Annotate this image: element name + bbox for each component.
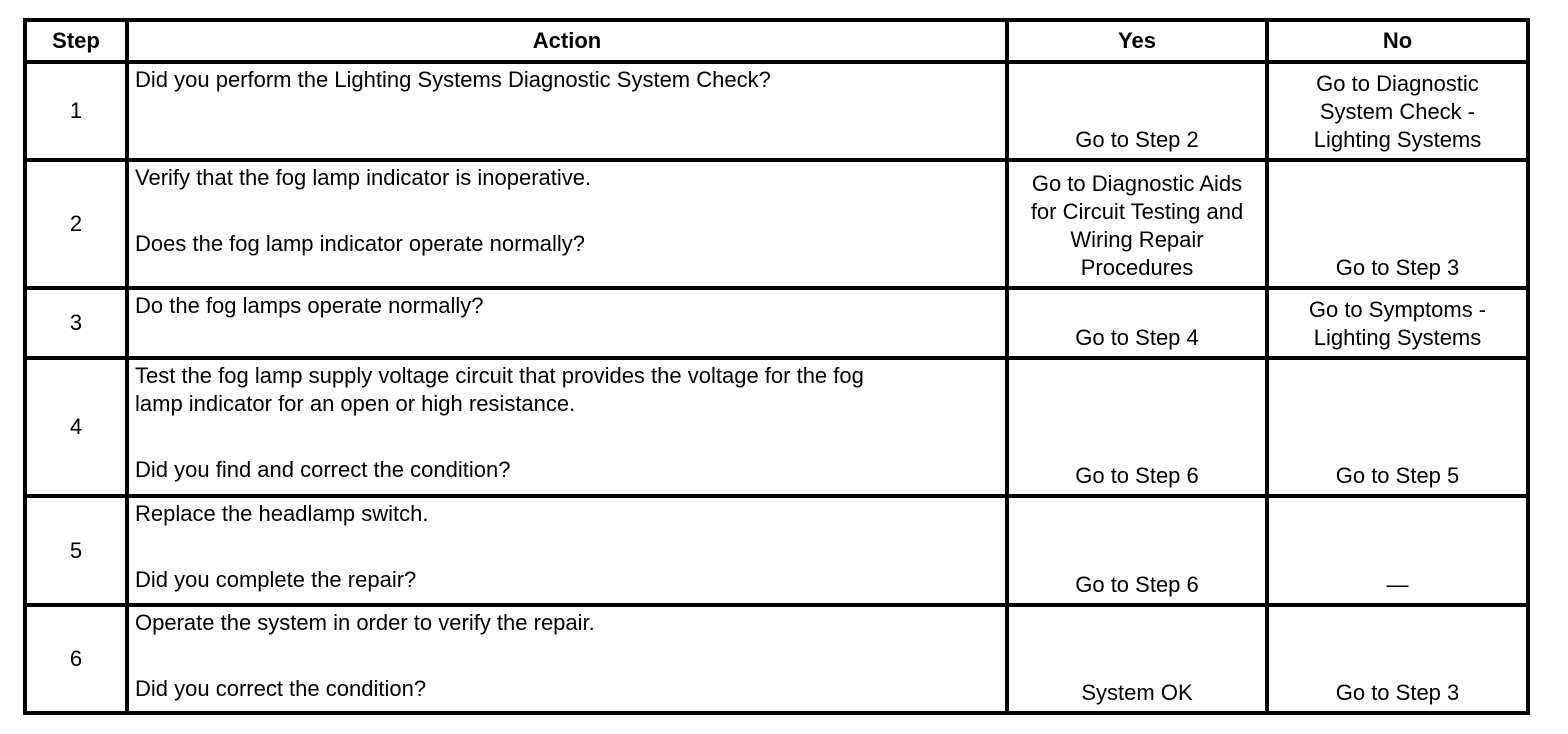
header-step: Step bbox=[25, 20, 127, 62]
yes-text: Go to Step 6 bbox=[1075, 572, 1199, 597]
yes-text: for Circuit Testing and bbox=[1030, 199, 1244, 224]
no-text: Go to Step 3 bbox=[1335, 680, 1460, 705]
action-text: Verify that the fog lamp indicator is inoperative. bbox=[135, 165, 592, 190]
action-text: Test the fog lamp supply voltage circuit that provides the voltage for the fog bbox=[135, 363, 864, 388]
no-cell bbox=[1267, 496, 1528, 605]
action-text: Did you perform the Lighting Systems Diagnostic System Check? bbox=[135, 67, 771, 92]
diagnostic-table bbox=[23, 18, 1530, 715]
table-row bbox=[25, 62, 1528, 160]
table-row bbox=[25, 496, 1528, 605]
header-action: Action bbox=[127, 20, 1007, 62]
table-row bbox=[25, 288, 1528, 358]
no-text: Go to Diagnostic bbox=[1316, 71, 1479, 96]
no-cell bbox=[1267, 288, 1528, 358]
no-cell bbox=[1267, 62, 1528, 160]
action-question: Did you complete the repair? bbox=[135, 567, 417, 592]
action-text: Do the fog lamps operate normally? bbox=[135, 293, 484, 318]
no-text: System Check - bbox=[1319, 99, 1476, 124]
yes-text: Go to Step 6 bbox=[1075, 463, 1199, 488]
yes-cell bbox=[1007, 62, 1267, 160]
no-text: Go to Symptoms - bbox=[1308, 297, 1487, 322]
action-cell bbox=[127, 160, 1007, 288]
no-cell bbox=[1267, 605, 1528, 713]
table-row bbox=[25, 358, 1528, 496]
step-number: 1 bbox=[25, 62, 127, 160]
table-row bbox=[25, 605, 1528, 713]
yes-cell bbox=[1007, 605, 1267, 713]
no-text: Go to Step 3 bbox=[1335, 255, 1460, 280]
header-row bbox=[25, 20, 1528, 62]
no-text: Lighting Systems bbox=[1313, 127, 1482, 152]
no-cell bbox=[1267, 358, 1528, 496]
action-cell bbox=[127, 496, 1007, 605]
yes-text: Go to Diagnostic Aids bbox=[1031, 171, 1243, 196]
action-cell bbox=[127, 288, 1007, 358]
action-text: lamp indicator for an open or high resistance. bbox=[135, 391, 576, 416]
action-question: Did you correct the condition? bbox=[135, 676, 427, 701]
yes-cell bbox=[1007, 288, 1267, 358]
no-text: Go to Step 5 bbox=[1335, 463, 1460, 488]
step-number: 3 bbox=[25, 288, 127, 358]
header-yes: Yes bbox=[1007, 20, 1267, 62]
action-text: Operate the system in order to verify the repair. bbox=[135, 610, 595, 635]
action-cell bbox=[127, 358, 1007, 496]
header-no: No bbox=[1267, 20, 1528, 62]
yes-cell bbox=[1007, 160, 1267, 288]
step-number: 2 bbox=[25, 160, 127, 288]
action-question: Does the fog lamp indicator operate normally? bbox=[135, 231, 586, 256]
yes-text: System OK bbox=[1081, 680, 1193, 705]
action-cell bbox=[127, 605, 1007, 713]
no-text: — bbox=[1386, 572, 1409, 597]
yes-cell bbox=[1007, 358, 1267, 496]
action-cell bbox=[127, 62, 1007, 160]
step-number: 4 bbox=[25, 358, 127, 496]
yes-text: Go to Step 2 bbox=[1075, 127, 1199, 152]
action-text: Replace the headlamp switch. bbox=[135, 501, 429, 526]
yes-text: Wiring Repair bbox=[1070, 227, 1204, 252]
step-number: 6 bbox=[25, 605, 127, 713]
yes-cell bbox=[1007, 496, 1267, 605]
step-number: 5 bbox=[25, 496, 127, 605]
no-cell bbox=[1267, 160, 1528, 288]
yes-text: Go to Step 4 bbox=[1075, 325, 1199, 350]
yes-text: Procedures bbox=[1080, 255, 1194, 280]
action-question: Did you find and correct the condition? bbox=[135, 457, 511, 482]
table-row bbox=[25, 160, 1528, 288]
no-text: Lighting Systems bbox=[1313, 325, 1482, 350]
